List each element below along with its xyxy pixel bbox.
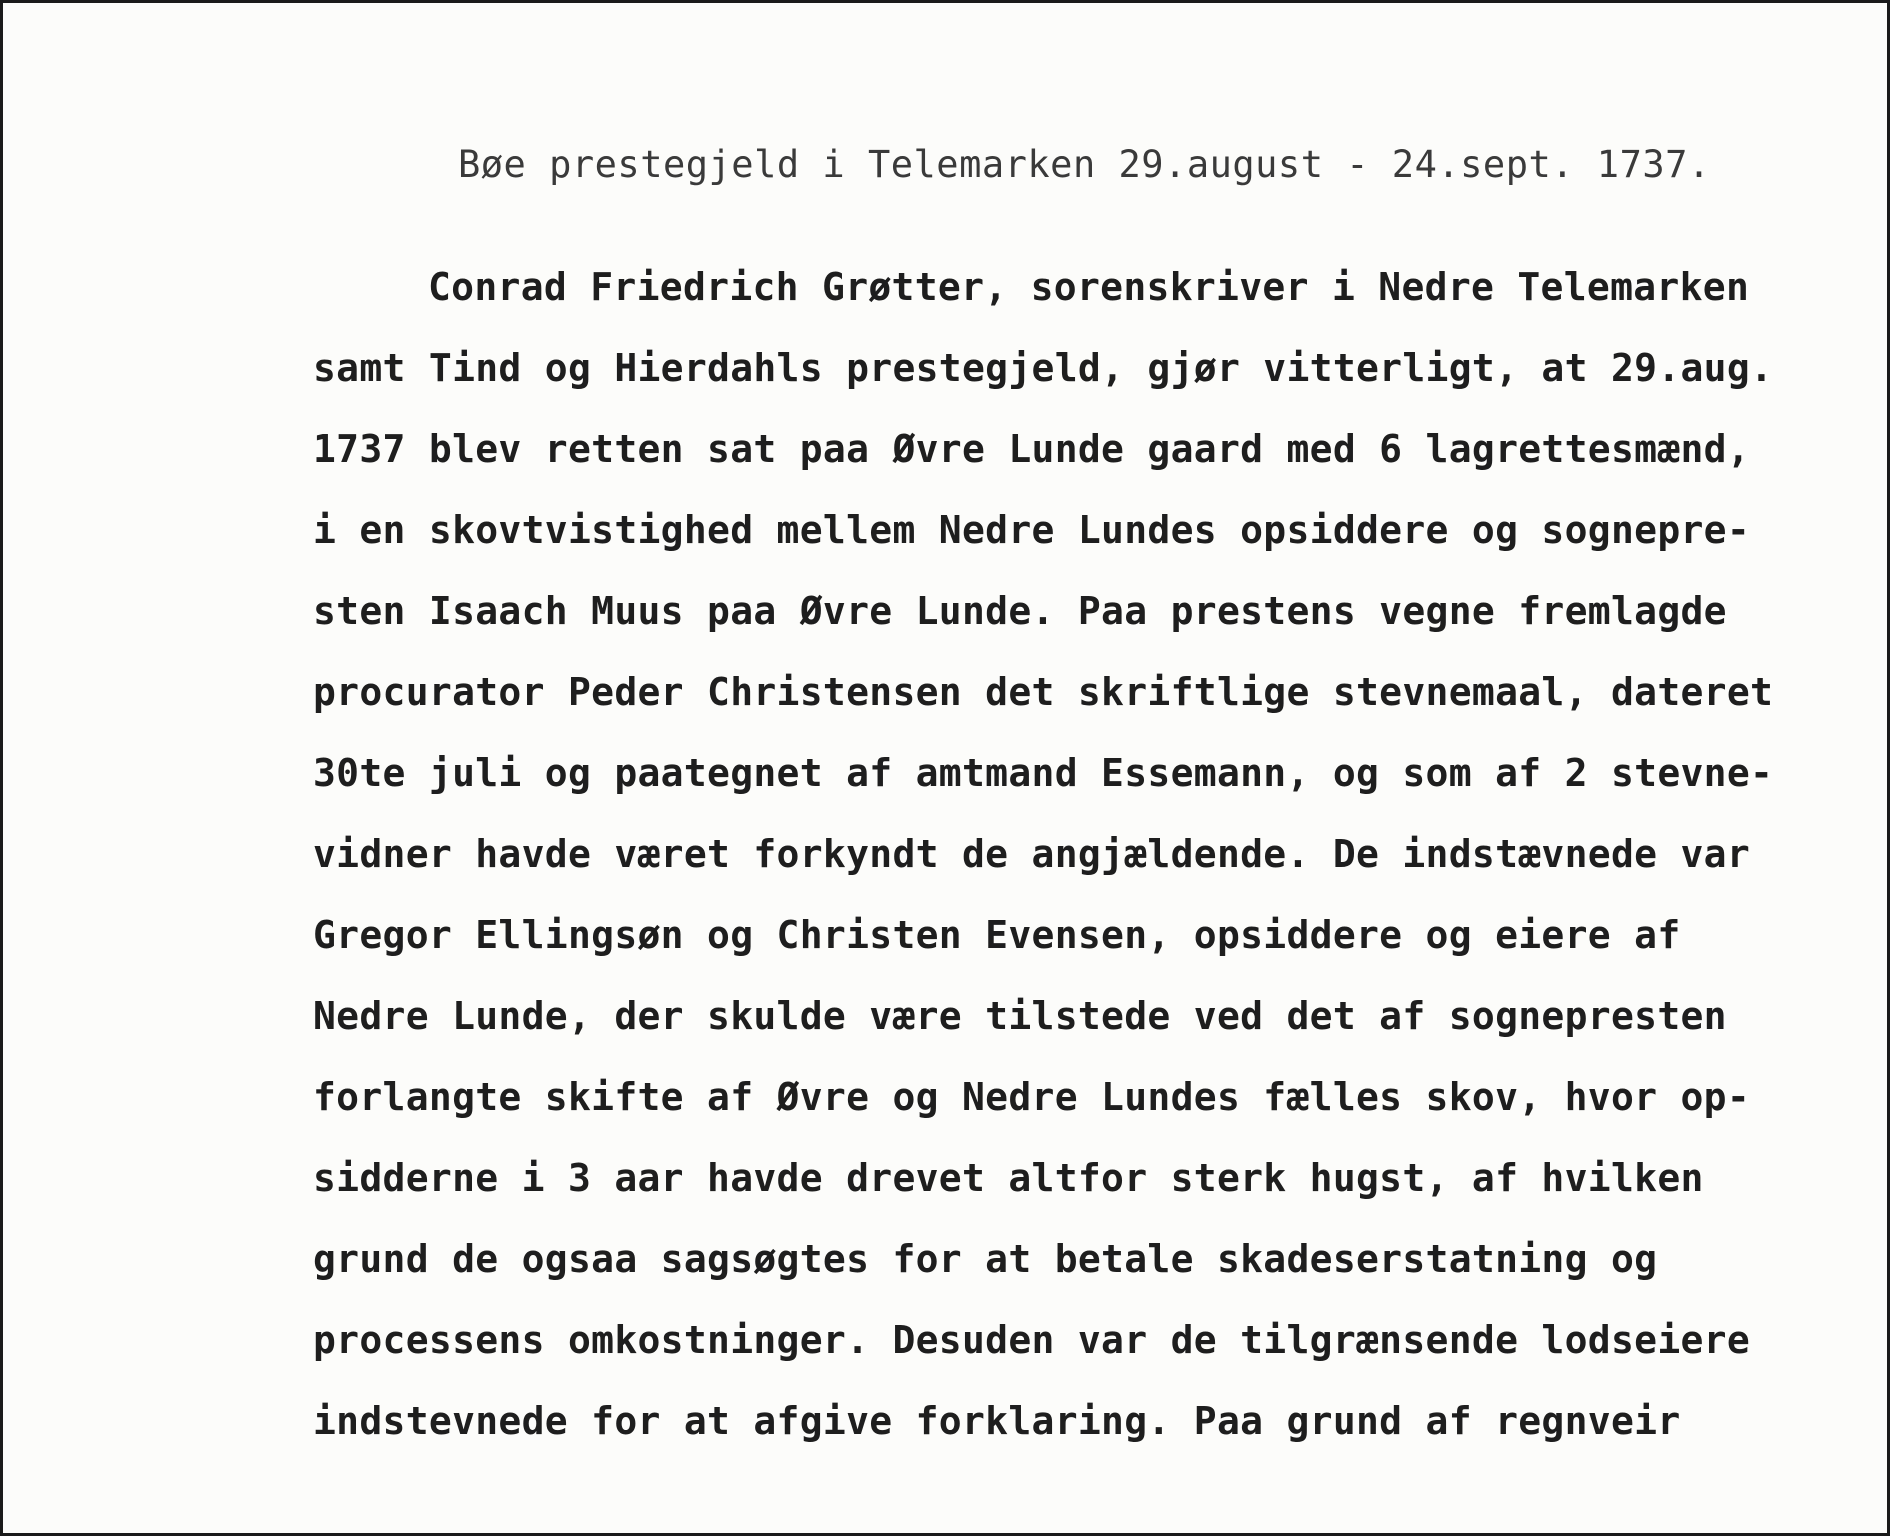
text-line-2: samt Tind og Hierdahls prestegjeld, gjør vitterligt, at 29.aug. bbox=[313, 346, 1774, 390]
text-line-11: forlangte skifte af Øvre og Nedre Lundes fælles skov, hvor op- bbox=[313, 1075, 1751, 1119]
card-heading: Bøe prestegjeld i Telemarken 29.august - 24.sept. 1737. bbox=[458, 143, 1711, 186]
text-line-3: 1737 blev retten sat paa Øvre Lunde gaard med 6 lagrettesmænd, bbox=[313, 427, 1751, 471]
text-line-13: grund de ogsaa sagsøgtes for at betale skadeserstatning og bbox=[313, 1237, 1658, 1281]
text-line-14: processens omkostninger. Desuden var de tilgrænsende lodseiere bbox=[313, 1318, 1751, 1362]
text-line-4: i en skovtvistighed mellem Nedre Lundes opsiddere og sognepre- bbox=[313, 508, 1751, 552]
text-line-8: vidner havde været forkyndt de angjældende. De indstævnede var bbox=[313, 832, 1751, 876]
text-line-5: sten Isaach Muus paa Øvre Lunde. Paa prestens vegne fremlagde bbox=[313, 589, 1727, 633]
text-line-1: Conrad Friedrich Grøtter, sorenskriver i Nedre Telemarken bbox=[428, 265, 1750, 309]
text-line-10: Nedre Lunde, der skulde være tilstede ved det af sognepresten bbox=[313, 994, 1727, 1038]
text-line-7: 30te juli og paategnet af amtmand Essemann, og som af 2 stevne- bbox=[313, 751, 1774, 795]
text-line-9: Gregor Ellingsøn og Christen Evensen, opsiddere og eiere af bbox=[313, 913, 1681, 957]
text-line-12: sidderne i 3 aar havde drevet altfor sterk hugst, af hvilken bbox=[313, 1156, 1704, 1200]
text-line-15: indstevnede for at afgive forklaring. Paa grund af regnveir bbox=[313, 1399, 1681, 1443]
text-line-6: procurator Peder Christensen det skriftlige stevnemaal, dateret bbox=[313, 670, 1774, 714]
